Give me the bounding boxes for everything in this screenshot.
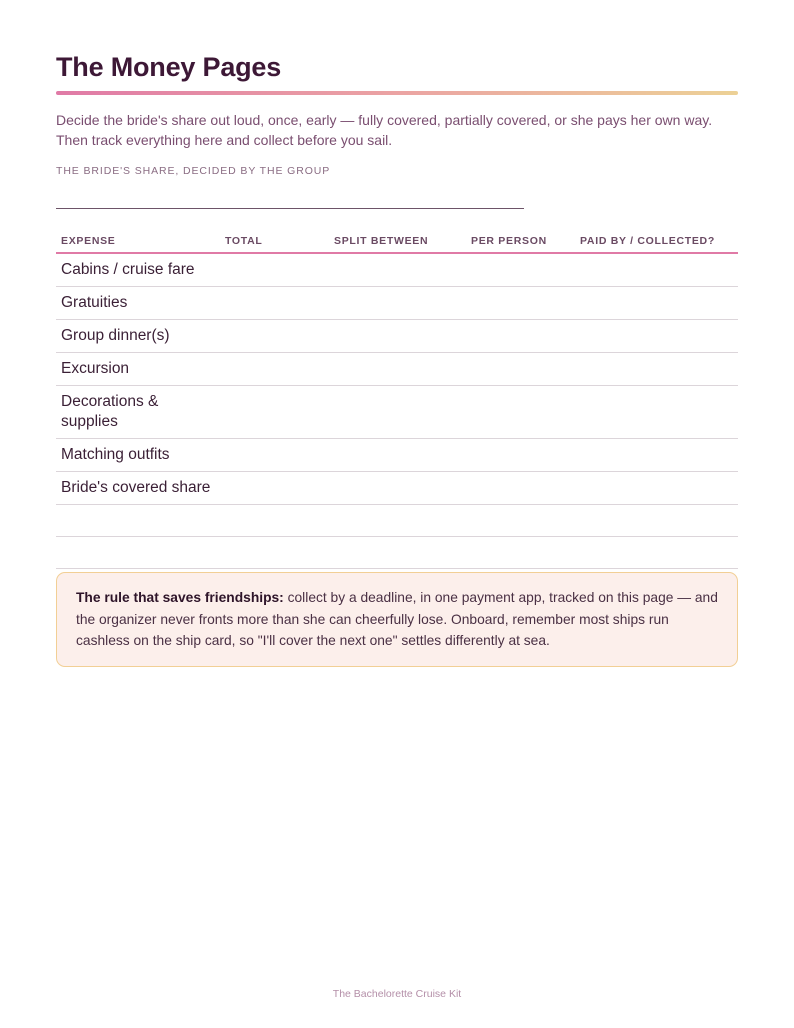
expense-cell: Gratuities [56, 287, 220, 320]
split-cell[interactable] [329, 537, 466, 569]
per-person-cell[interactable] [466, 472, 575, 505]
table-row [56, 253, 738, 287]
per-person-cell[interactable] [466, 537, 575, 569]
expense-table [56, 228, 738, 569]
table-row [56, 320, 738, 353]
footer-text: The Bachelorette Cruise Kit [332, 988, 462, 1000]
table-row [56, 472, 738, 505]
per-person-cell[interactable] [466, 287, 575, 320]
expense-cell: Excursion [56, 353, 220, 386]
paid-by-cell[interactable] [575, 472, 738, 505]
table-row-blank [56, 505, 738, 537]
expense-cell[interactable] [56, 537, 220, 569]
total-cell[interactable] [220, 287, 329, 320]
column-header-total: TOTAL [220, 228, 329, 253]
per-person-cell[interactable] [466, 353, 575, 386]
expense-cell: Decorations & supplies [56, 386, 220, 439]
brides-share-write-line[interactable] [56, 208, 524, 209]
paid-by-cell[interactable] [575, 386, 738, 439]
split-cell[interactable] [329, 253, 466, 287]
expense-cell: Group dinner(s) [56, 320, 220, 353]
expense-cell: Bride's covered share [56, 472, 220, 505]
paid-by-cell[interactable] [575, 505, 738, 537]
column-header-per-person: PER PERSON [466, 228, 575, 253]
paid-by-cell[interactable] [575, 537, 738, 569]
per-person-cell[interactable] [466, 386, 575, 439]
paid-by-cell[interactable] [575, 353, 738, 386]
paid-by-cell[interactable] [575, 439, 738, 472]
brides-share-label: THE BRIDE'S SHARE, DECIDED BY THE GROUP [56, 165, 331, 177]
per-person-cell[interactable] [466, 320, 575, 353]
total-cell[interactable] [220, 439, 329, 472]
table-row-blank [56, 537, 738, 569]
split-cell[interactable] [329, 320, 466, 353]
split-cell[interactable] [329, 439, 466, 472]
page-title: The Money Pages [56, 52, 282, 82]
paid-by-cell[interactable] [575, 287, 738, 320]
split-cell[interactable] [329, 386, 466, 439]
paid-by-cell[interactable] [575, 320, 738, 353]
total-cell[interactable] [220, 253, 329, 287]
table-row [56, 439, 738, 472]
total-cell[interactable] [220, 353, 329, 386]
per-person-cell[interactable] [466, 253, 575, 287]
paid-by-cell[interactable] [575, 253, 738, 287]
split-cell[interactable] [329, 353, 466, 386]
per-person-cell[interactable] [466, 439, 575, 472]
per-person-cell[interactable] [466, 505, 575, 537]
split-cell[interactable] [329, 472, 466, 505]
table-row [56, 287, 738, 320]
callout-body: collect by a deadline, in one payment app, tracked on this page — and the organizer never fronts more than she can cheerfully lose. Onboard, remember most ships run cashless on the ship card, so "I'll cover the next one" settles differently at sea. [76, 590, 718, 648]
intro-text: Decide the bride's share out loud, once, early — fully covered, partially covered, or she pays her own way. Then track everything here and collect before you sail. [56, 112, 713, 148]
expense-cell: Cabins / cruise fare [56, 253, 220, 287]
column-header-expense: EXPENSE [56, 228, 220, 253]
total-cell[interactable] [220, 505, 329, 537]
callout-heading: The rule that saves friendships: [76, 590, 284, 605]
expense-cell[interactable] [56, 505, 220, 537]
total-cell[interactable] [220, 472, 329, 505]
friendship-rule-callout [56, 572, 738, 667]
title-gradient-rule [56, 91, 738, 95]
table-header-row [56, 228, 738, 253]
total-cell[interactable] [220, 386, 329, 439]
column-header-paid-by: PAID BY / COLLECTED? [575, 228, 738, 253]
column-header-split-between: SPLIT BETWEEN [329, 228, 466, 253]
table-row [56, 386, 738, 439]
split-cell[interactable] [329, 505, 466, 537]
total-cell[interactable] [220, 537, 329, 569]
split-cell[interactable] [329, 287, 466, 320]
expense-cell: Matching outfits [56, 439, 220, 472]
total-cell[interactable] [220, 320, 329, 353]
table-row [56, 353, 738, 386]
